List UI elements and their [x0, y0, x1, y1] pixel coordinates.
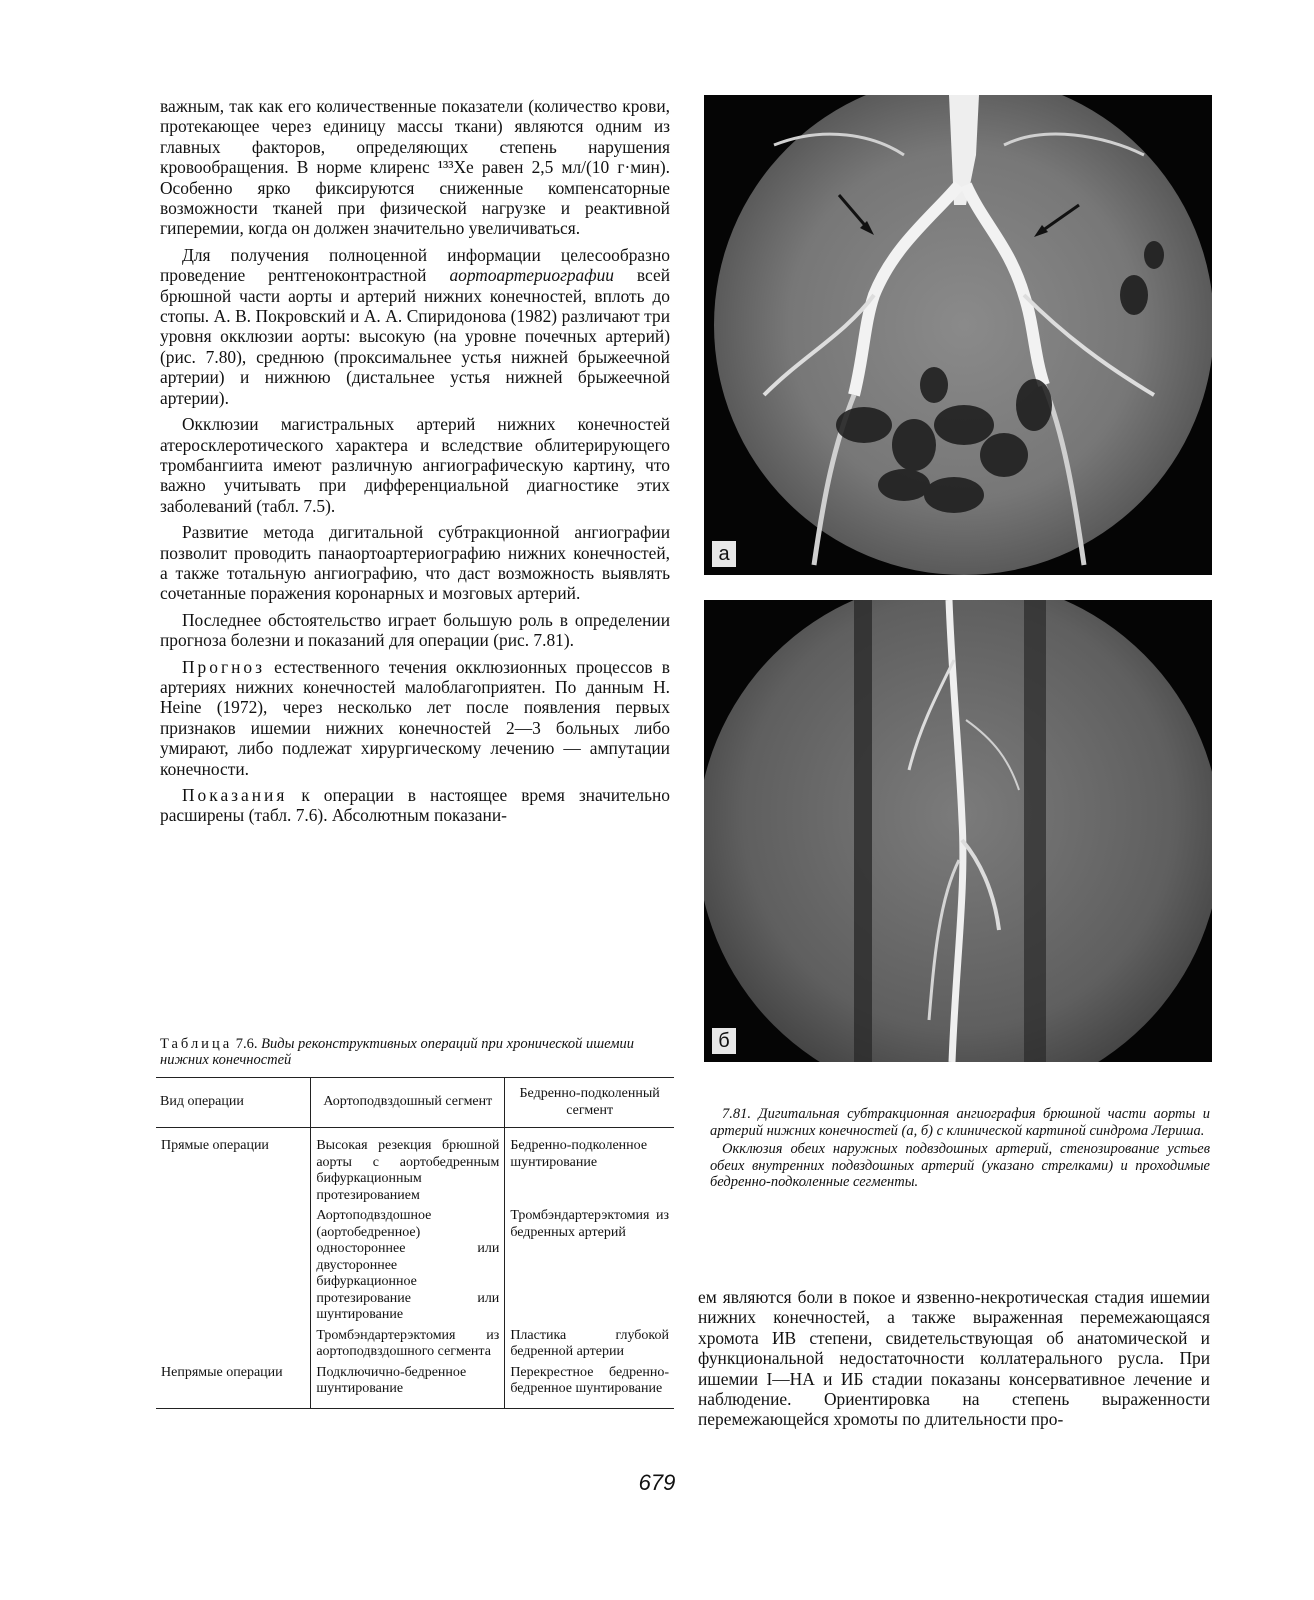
caption-body: Окклюзия обеих наружных подвздошных артерий, стенозирование устьев обеих внутренних подвздошных артерий (указано стрелками) и проходимые бедренно-подколенные сегменты.: [710, 1141, 1210, 1191]
table-header-row: [156, 1078, 674, 1128]
left-text-column: [160, 96, 670, 828]
table-cell: Высокая резекция брюшной аорты с аортобедренным бифуркационным протезированием: [311, 1128, 505, 1207]
paragraph-3: Окклюзии магистральных артерий нижних конечностей атеросклеротического характера и вследствие облитерирующего тромбангиита имеют различную ангиографическую картину, что важно учитывать при дифференциальной диагностике этих заболеваний (табл. 7.5).: [160, 414, 670, 516]
table-cell: Пластика глубокой бедренной артерии: [505, 1326, 674, 1363]
paragraph-2-start: Для получения полноценной информации целесообразно проведение рентгеноконтрастной: [160, 244, 670, 286]
right-paragraph: ем являются боли в покое и язвенно-некротическая стадия ишемии нижних конечностей, а также выраженная перемежающаяся хромота ИВ степени, свидетельствующая об анатомической и функциональной недостаточности коллатерального русла. При ишемии I—НА и ИБ стадии показаны консервативное лечение и наблюдение. Ориентировка на степень выраженности перемежающейся хромоты по длительности про-: [698, 1287, 1210, 1430]
paragraph-1: важным, так как его количественные показатели (количество крови, протекающее через единицу массы ткани) являются одним из главных факторов, определяющих степень нарушения кровообращения. В норме клиренс ¹³³Хе равен 2,5 мл/(10 г·мин). Особенно ярко фиксируются сниженные компенсаторные возможности тканей при физической нагрузке и реактивной гиперемии, когда он должен значительно увеличиваться.: [160, 96, 670, 239]
table-number: 7.6.: [232, 1036, 262, 1052]
page-number: 679: [638, 1470, 676, 1495]
table-cell: [156, 1326, 311, 1363]
angiogram-b-drawing: [704, 600, 1212, 1062]
table-row: [156, 1206, 674, 1326]
paragraph-4: Развитие метода дигитальной субтракционной ангиографии позволит проводить панаортоартериографию нижних конечностей, а также тотальную ангиографию, что даст возможность выявлять сочетанные поражения коронарных и мозговых артерий.: [160, 522, 670, 604]
header-operation-type: Вид операции: [156, 1078, 311, 1128]
paragraph-6-body: естественного течения окклюзионных процессов в артериях нижних конечностей малоблагоприятен. По данным H. Heine (1972), через несколько лет после появления первых признаков ишемии нижних конечностей 2—3 больных либо умирают, либо подлежат хирургическому лечению — ампутации конечности.: [160, 656, 670, 779]
table-cell: Аортоподвздошное (аортобедренное) одностороннее или двустороннее бифуркационное протезирование или шунтирование: [311, 1206, 505, 1326]
table-cell: Тромбэндартерэктомия из аортоподвздошного сегмента: [311, 1326, 505, 1363]
table-row: [156, 1363, 674, 1409]
table-caption: Виды реконструктивных операций при хронической ишемии нижних конечностей: [160, 1036, 635, 1068]
figure-label-a: а: [712, 541, 736, 567]
right-text-column: [698, 1287, 1210, 1432]
paragraph-7: [160, 785, 670, 826]
table-cell: Бедренно-подколенное шунтирование: [505, 1128, 674, 1207]
figure-caption: [710, 1106, 1210, 1193]
angiogram-a-drawing: [704, 95, 1212, 575]
indications-heading: Показания: [182, 785, 288, 805]
table-cell: [156, 1206, 311, 1326]
paragraph-2: [160, 245, 670, 408]
table-cell: Перекрестное бедренно-бедренное шунтирование: [505, 1363, 674, 1409]
table-row: [156, 1128, 674, 1207]
table-label: Таблица: [160, 1036, 233, 1052]
prognosis-heading: Прогноз: [182, 656, 265, 677]
header-aortoiliac: Аортоподвздошный сегмент: [311, 1078, 505, 1128]
caption-title: 7.81. Дигитальная субтракционная ангиография брюшной части аорты и артерий нижних конечностей (а, б) с клинической картиной синдрома Лериша.: [710, 1106, 1210, 1139]
table-cell: Прямые операции: [161, 1138, 269, 1153]
paragraph-5: Последнее обстоятельство играет большую роль в определении прогноза болезни и показаний для операции (рис. 7.81).: [160, 609, 670, 651]
angiogram-image-b: [704, 600, 1212, 1062]
paragraph-6: [160, 657, 670, 779]
paragraph-7-body: к операции в настоящее время значительно расширены (табл. 7.6). Абсолютным показани-: [160, 785, 670, 826]
table-cell: Подключично-бедренное шунтирование: [311, 1363, 505, 1409]
paragraph-2-term: аортоартериографии: [449, 265, 614, 286]
table-row: [156, 1326, 674, 1363]
table-cell: Тромбэндартерэктомия из бедренных артерий: [505, 1206, 674, 1326]
table-cell: Непрямые операции: [156, 1363, 311, 1409]
header-femoropopliteal: Бедренно-подколенный сегмент: [505, 1078, 674, 1128]
angiogram-image-a: [704, 95, 1212, 575]
table-title: [160, 1036, 670, 1068]
operations-table: [156, 1077, 674, 1409]
figure-label-b: б: [712, 1028, 736, 1054]
paragraph-2-end: всей брюшной части аорты и артерий нижних конечностей, вплоть до стопы. А. В. Покровский и А. А. Спиридонова (1982) различают три уровня окклюзии аорты: высокую (на уровне почечных артерий) (рис. 7.80), среднюю (проксимальнее устья нижней брыжеечной артерии) и нижнюю (дистальнее устья нижней брыжеечной артерии).: [160, 265, 670, 408]
